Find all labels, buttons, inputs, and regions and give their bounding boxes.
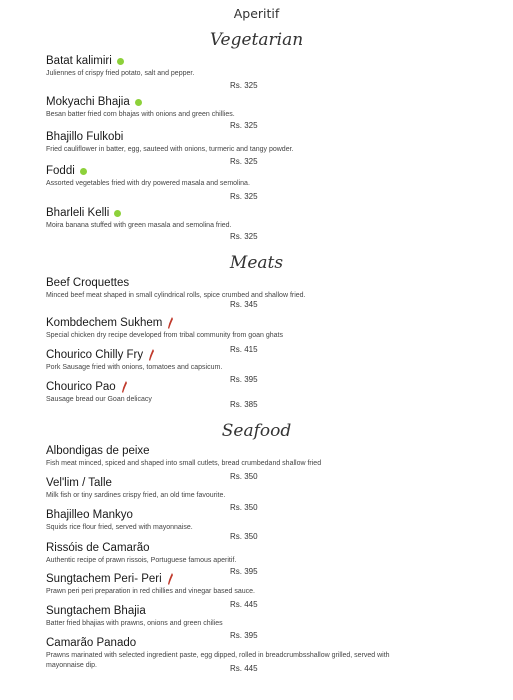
menu-item <box>46 476 476 501</box>
item-price: Rs. 325 <box>230 232 258 241</box>
item-name: Sungtachem Bhajia <box>46 605 146 617</box>
item-name: Camarão Panado <box>46 637 137 649</box>
item-price: Rs. 325 <box>230 121 258 130</box>
item-description: Milk fish or tiny sardines crispy fried, an old time favourite. <box>46 492 226 499</box>
menu-item <box>46 572 476 597</box>
item-name: Bhajilleo Mankyo <box>46 509 133 521</box>
item-name: Batat kalimiri <box>46 55 112 67</box>
item-description: Juliennes of crispy fried potato, salt and pepper. <box>46 70 195 77</box>
item-name: Kombdechem Sukhem <box>46 317 163 329</box>
item-price: Rs. 385 <box>230 400 258 409</box>
item-description: Special chicken dry recipe developed from tribal community from goan ghats <box>46 332 283 339</box>
item-price: Rs. 345 <box>230 300 258 309</box>
chili-icon <box>121 381 128 393</box>
item-name: Chourico Pao <box>46 381 116 393</box>
item-price: Rs. 445 <box>230 664 258 673</box>
menu-item <box>46 380 476 405</box>
menu-item <box>46 54 476 79</box>
menu-item <box>46 316 476 341</box>
menu-title: Aperitif <box>233 6 280 21</box>
item-name: Mokyachi Bhajia <box>46 96 130 108</box>
item-price: Rs. 325 <box>230 192 258 201</box>
item-description: Batter fried bhajias with prawns, onions and green chilies <box>46 620 223 627</box>
veg-dot-icon <box>114 210 121 217</box>
item-price: Rs. 325 <box>230 81 258 90</box>
item-description: Squids rice flour fried, served with mayonnaise. <box>46 524 193 531</box>
item-description: Moira banana stuffed with green masala and semolina fried. <box>46 222 232 229</box>
item-price: Rs. 415 <box>230 345 258 354</box>
item-name: Rissóis de Camarão <box>46 542 150 554</box>
veg-dot-icon <box>117 58 124 65</box>
item-description: Sausage bread our Goan delicacy <box>46 396 152 403</box>
item-name: Bhajillo Fulkobi <box>46 131 124 143</box>
item-name: Vel'lim / Talle <box>46 477 112 489</box>
veg-dot-icon <box>80 168 87 175</box>
item-price: Rs. 350 <box>230 503 258 512</box>
veg-dot-icon <box>135 99 142 106</box>
menu-item <box>46 276 476 301</box>
item-name: Foddi <box>46 165 75 177</box>
item-price: Rs. 395 <box>230 631 258 640</box>
item-name: Bharleli Kelli <box>46 207 110 219</box>
chili-icon <box>167 317 174 329</box>
menu-item <box>46 348 476 373</box>
menu-item <box>46 164 476 189</box>
chili-icon <box>148 349 155 361</box>
item-price: Rs. 325 <box>230 157 258 166</box>
item-name: Chourico Chilly Fry <box>46 349 144 361</box>
menu-item <box>46 444 476 469</box>
item-description: Besan batter fried corn bhajas with onions and green chillies. <box>46 111 235 118</box>
item-price: Rs. 350 <box>230 532 258 541</box>
item-description: Pork Sausage fried with onions, tomatoes and capsicum. <box>46 364 223 371</box>
item-price: Rs. 395 <box>230 567 258 576</box>
item-description: Minced beef meat shaped in small cylindrical rolls, spice crumbed and shallow fried. <box>46 292 306 299</box>
menu-item <box>46 206 476 231</box>
item-description: Prawns marinated with selected ingredient paste, egg dipped, rolled in breadcrumbsshallow grilled, served with mayonnaise dip. <box>46 652 390 669</box>
menu-item <box>46 95 476 120</box>
item-name: Beef Croquettes <box>46 277 130 289</box>
section-heading-meats: Meats <box>229 253 284 273</box>
chili-icon <box>167 573 174 585</box>
item-name: Albondigas de peixe <box>46 445 150 457</box>
section-heading-vegetarian: Vegetarian <box>209 30 304 50</box>
menu-item <box>46 541 476 566</box>
menu-item <box>46 636 476 671</box>
item-description: Prawn peri peri preparation in red chillies and vinegar based sauce. <box>46 588 255 595</box>
item-price: Rs. 350 <box>230 472 258 481</box>
menu-item <box>46 508 476 533</box>
item-description: Assorted vegetables fried with dry powered masala and semolina. <box>46 180 250 187</box>
item-price: Rs. 395 <box>230 375 258 384</box>
item-description: Authentic recipe of prawn rissois, Portuguese famous aperitif. <box>46 557 237 564</box>
menu-item <box>46 604 476 629</box>
menu-item <box>46 130 476 155</box>
section-heading-seafood: Seafood <box>221 421 292 441</box>
item-description: Fish meat minced, spiced and shaped into small cutlets, bread crumbedand shallow fried <box>46 460 322 467</box>
item-description: Fried cauliflower in batter, egg, sauteed with onions, turmeric and tangy powder. <box>46 146 294 153</box>
item-name: Sungtachem Peri- Peri <box>46 573 162 585</box>
item-price: Rs. 445 <box>230 600 258 609</box>
